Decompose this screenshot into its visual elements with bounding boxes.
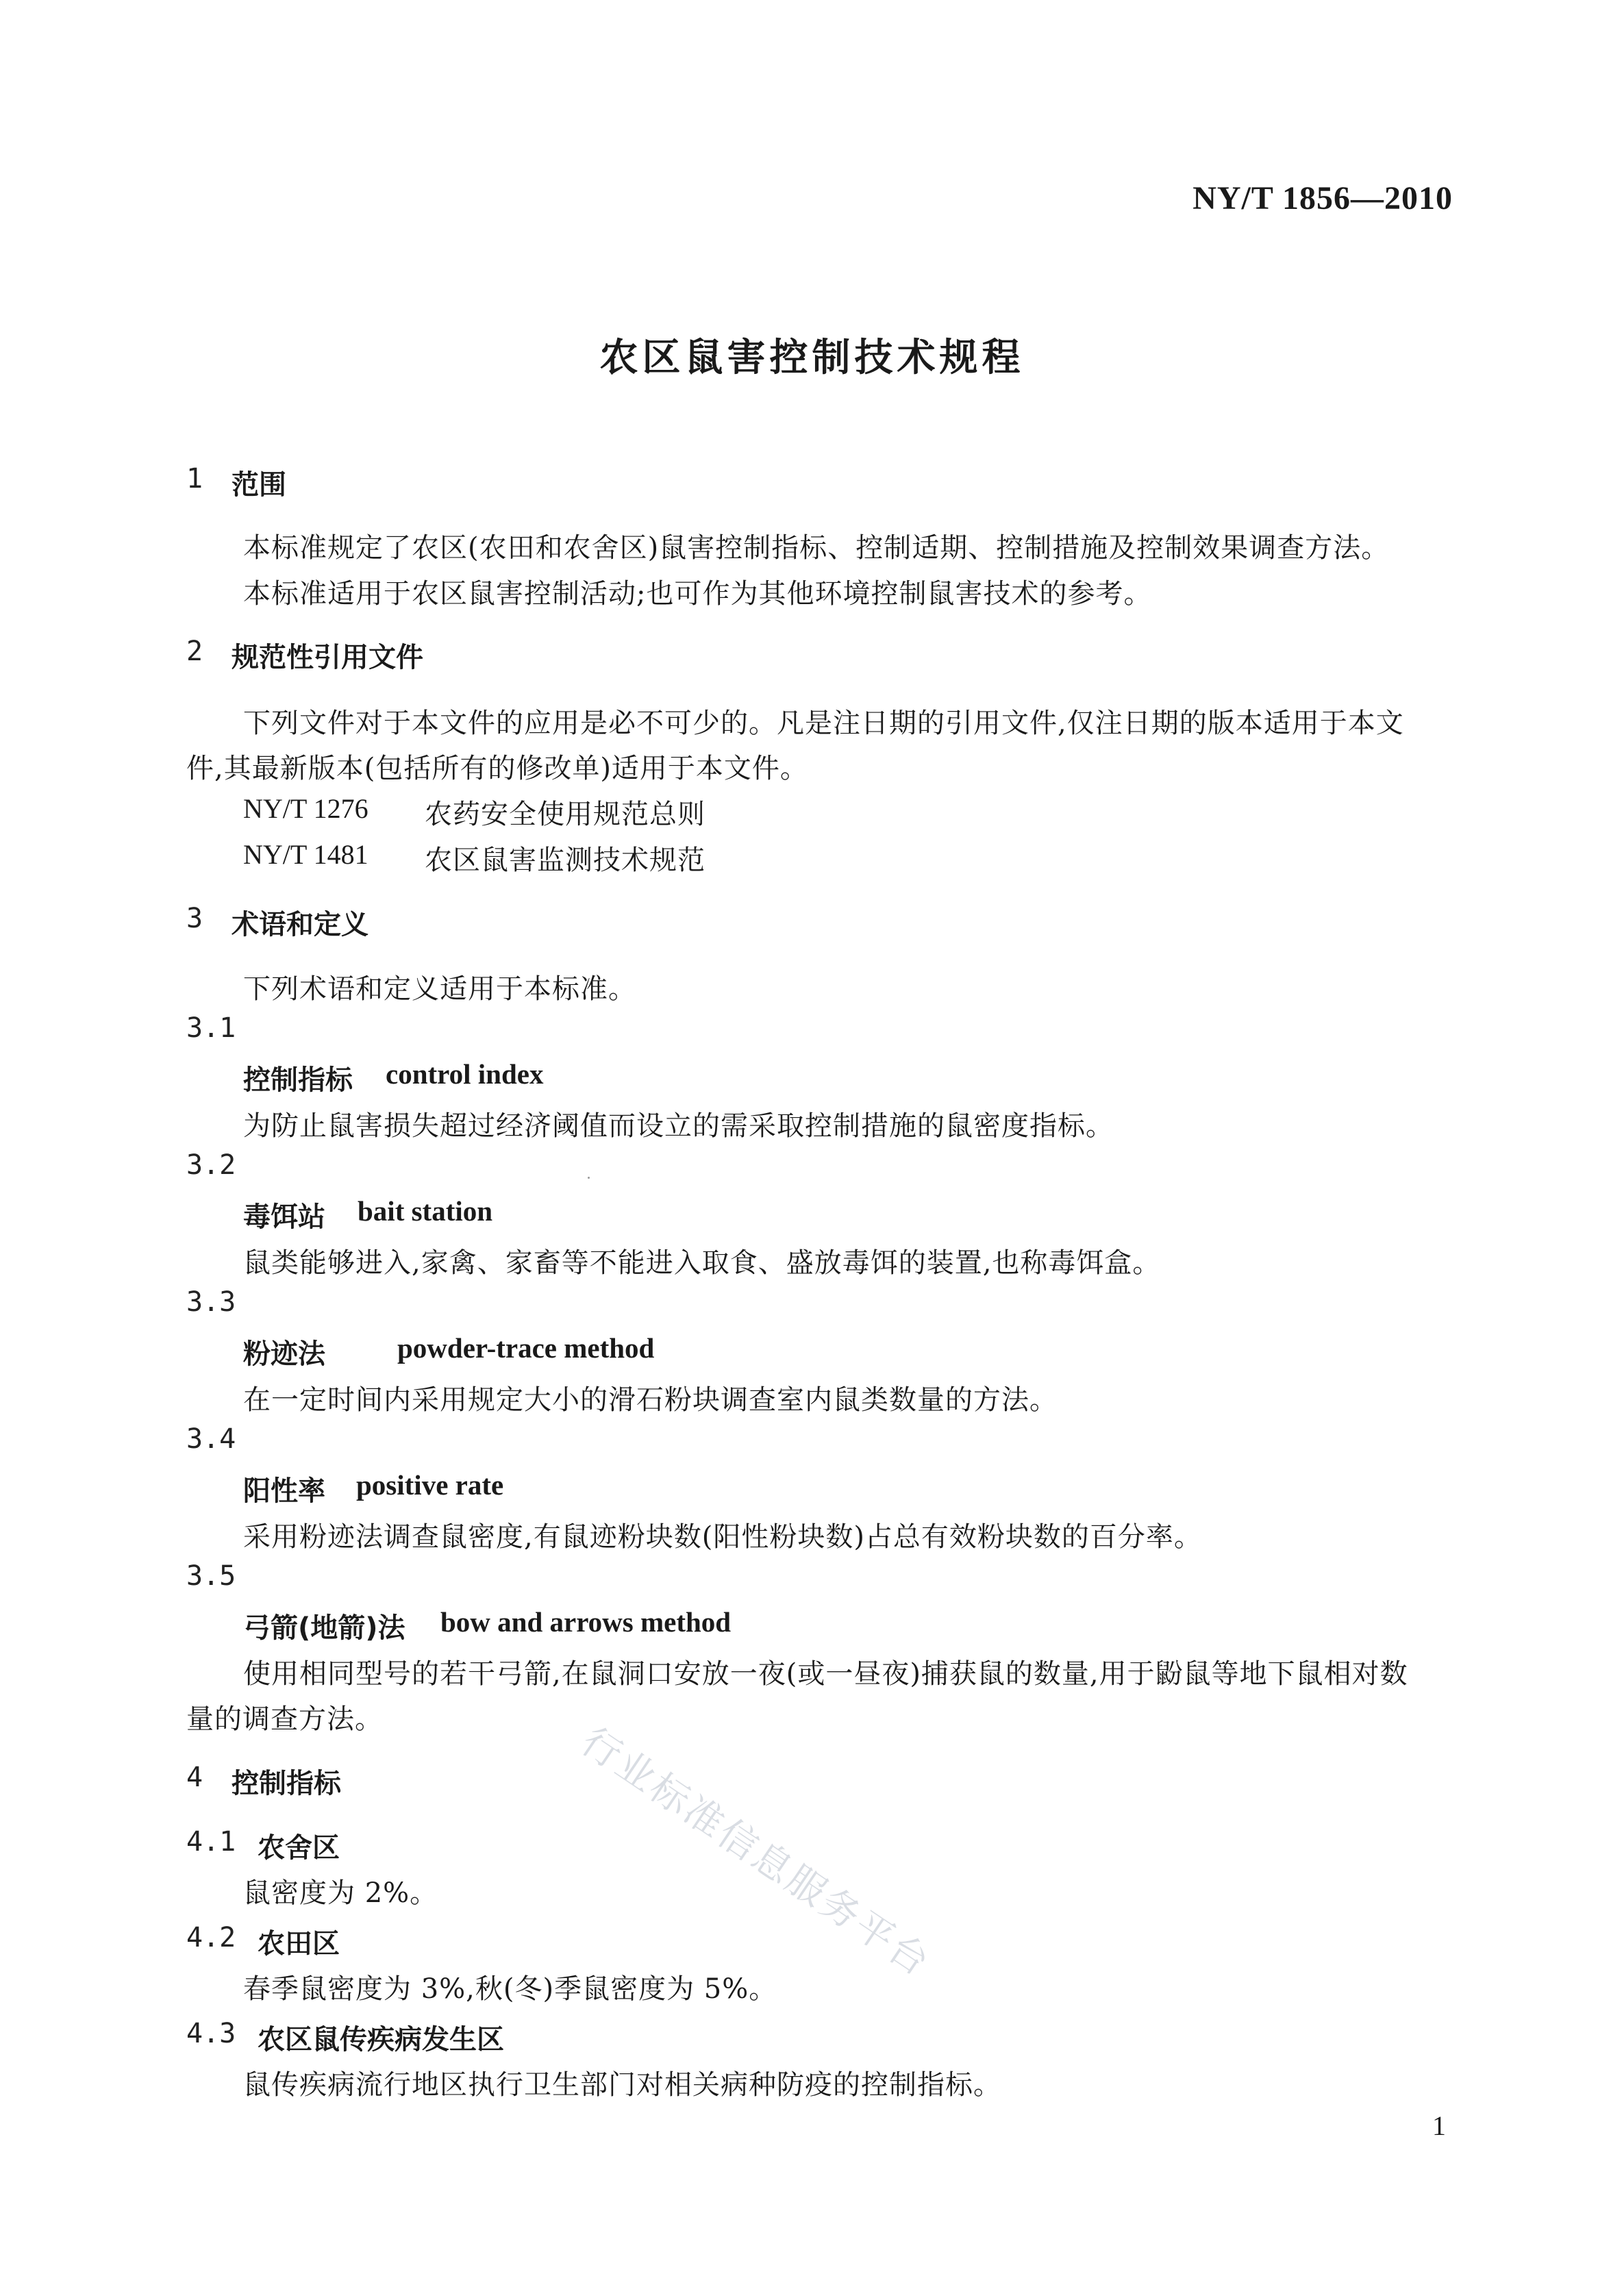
term-definition: 使用相同型号的若干弓箭,在鼠洞口安放一夜(或一昼夜)捕获鼠的数量,用于鼢鼠等地下鼠相对数 (243, 1658, 1408, 1690)
term-number: 3.3 (186, 1286, 236, 1318)
section-3-title: 术语和定义 (232, 909, 368, 940)
section-4-number: 4 (186, 1762, 203, 1793)
reference-name: 农药安全使用规范总则 (425, 799, 705, 830)
standard-code: NY/T 1856—2010 (1192, 180, 1453, 216)
term-number: 3.2 (186, 1149, 236, 1181)
section-3-intro: 下列术语和定义适用于本标准。 (243, 973, 636, 1005)
term-definition: 采用粉迹法调查鼠密度,有鼠迹粉块数(阳性粉块数)占总有效粉块数的百分率。 (243, 1521, 1202, 1553)
watermark: 行业标准信息服务平台 (573, 1719, 939, 1986)
section-4-title: 控制指标 (232, 1768, 341, 1799)
subsection-number: 4.1 (186, 1826, 236, 1858)
scan-speck (588, 1177, 590, 1179)
subsection-title: 农田区 (258, 1928, 340, 1960)
section-3-number: 3 (186, 903, 203, 934)
reference-name: 农区鼠害监测技术规范 (425, 845, 705, 876)
term-definition: 鼠类能够进入,家禽、家畜等不能进入取食、盛放毒饵的装置,也称毒饵盒。 (243, 1247, 1161, 1279)
term-english: control index (386, 1058, 544, 1090)
term-chinese: 弓箭(地箭)法 (243, 1612, 405, 1644)
section-2-paragraph-line-1: 下列文件对于本文件的应用是必不可少的。凡是注日期的引用文件,仅注日期的版本适用于本文 (243, 708, 1404, 739)
term-chinese: 粉迹法 (243, 1338, 325, 1370)
document-title: 农区鼠害控制技术规程 (599, 336, 1025, 380)
term-chinese: 阳性率 (243, 1475, 325, 1507)
section-1-title: 范围 (232, 469, 286, 501)
term-english: bait station (358, 1195, 493, 1227)
page-number: 1 (1432, 2110, 1446, 2141)
section-2-number: 2 (186, 636, 203, 667)
subsection-text: 春季鼠密度为 3%,秋(冬)季鼠密度为 5%。 (243, 1973, 777, 2005)
reference-code: NY/T 1276 (243, 793, 368, 824)
subsection-number: 4.3 (186, 2018, 236, 2049)
reference-code: NY/T 1481 (243, 839, 368, 870)
term-english: positive rate (356, 1469, 504, 1501)
term-english: powder-trace method (397, 1332, 655, 1364)
section-2-paragraph-line-2: 件,其最新版本(包括所有的修改单)适用于本文件。 (186, 753, 808, 784)
term-number: 3.5 (186, 1560, 236, 1592)
section-1-number: 1 (186, 463, 203, 495)
subsection-title: 农舍区 (258, 1832, 340, 1864)
term-number: 3.1 (186, 1012, 236, 1044)
section-1-paragraph-1: 本标准规定了农区(农田和农舍区)鼠害控制指标、控制适期、控制措施及控制效果调查方法。 (243, 532, 1390, 564)
term-definition: 为防止鼠害损失超过经济阈值而设立的需采取控制措施的鼠密度指标。 (243, 1110, 1114, 1142)
term-number: 3.4 (186, 1423, 236, 1455)
section-2-title: 规范性引用文件 (232, 642, 423, 673)
term-definition: 在一定时间内采用规定大小的滑石粉块调查室内鼠类数量的方法。 (243, 1384, 1058, 1416)
subsection-text: 鼠传疾病流行地区执行卫生部门对相关病种防疫的控制指标。 (243, 2069, 1001, 2101)
subsection-number: 4.2 (186, 1922, 236, 1953)
subsection-title: 农区鼠传疾病发生区 (258, 2024, 504, 2055)
subsection-text: 鼠密度为 2%。 (243, 1877, 438, 1909)
term-chinese: 控制指标 (243, 1064, 353, 1096)
term-english: bow and arrows method (440, 1606, 732, 1638)
term-chinese: 毒饵站 (243, 1201, 325, 1233)
section-1-paragraph-2: 本标准适用于农区鼠害控制活动;也可作为其他环境控制鼠害技术的参考。 (243, 578, 1152, 610)
term-definition-continued: 量的调查方法。 (186, 1703, 383, 1735)
